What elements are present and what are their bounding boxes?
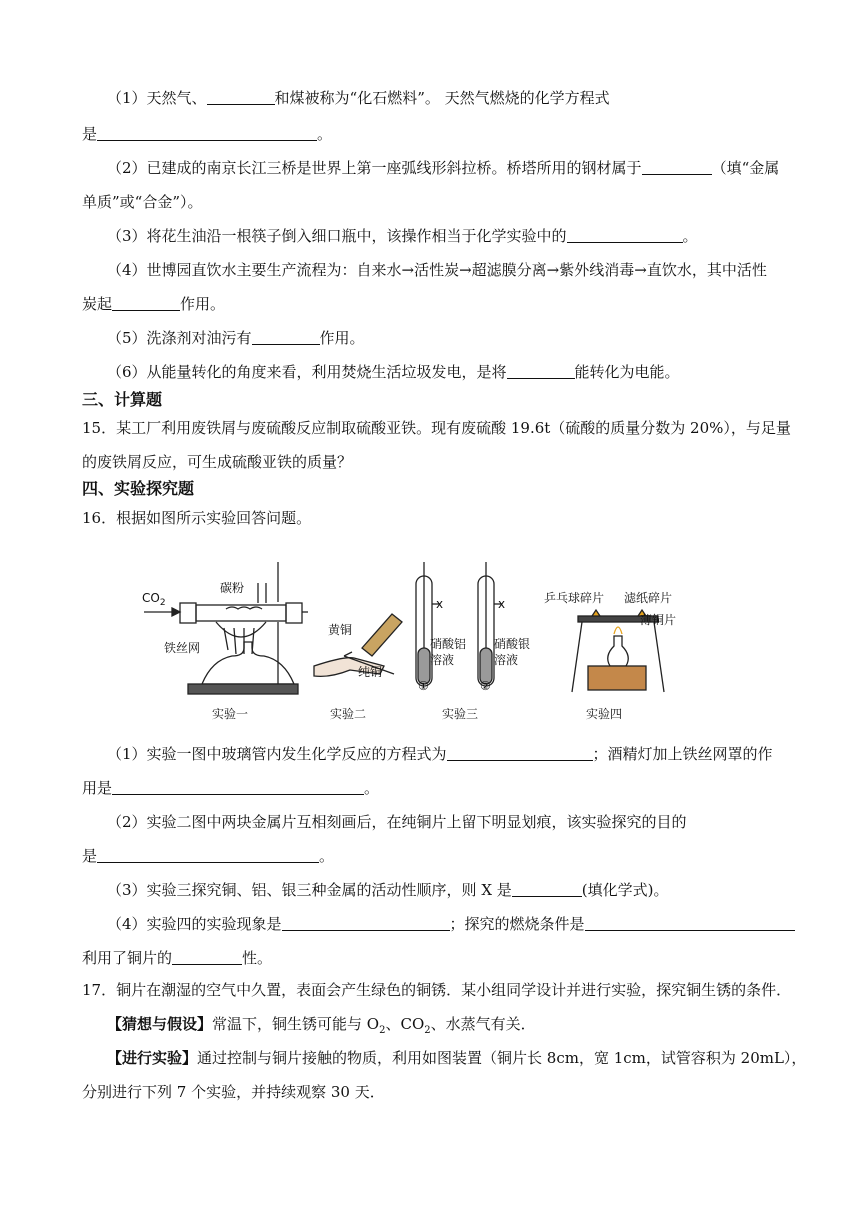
label-solution-1a: 硝酸铝 [430,637,467,651]
answer-blank[interactable] [585,915,795,931]
label-brass: 黄铜 [328,623,353,637]
answer-blank[interactable] [567,227,683,243]
caption-experiment-3: 实验三 [442,707,479,721]
label-copper-sheet: 薄铜片 [640,613,677,627]
section-heading-3: 三、计算题 [82,390,163,409]
q16-intro: 16．根据如图所示实验回答问题。 [82,509,312,527]
label-x2: x [498,597,506,611]
q14-line-9: （6）从能量转化的角度来看，利用焚烧生活垃圾发电，是将 能转化为电能。 [107,363,680,381]
stand-base [188,684,298,694]
stopper-right [286,603,302,623]
carbon-powder [226,607,262,609]
label-wire-gauze: 铁丝网 [164,641,201,655]
alcohol-lamp [202,642,294,684]
q17-line-1: 17．铜片在潮湿的空气中久置，表面会产生绿色的铜锈．某小组同学设计并进行实验，探究铜生锈的条件． [82,981,792,999]
q16-line-6: （4）实验四的实验现象是 ；探究的燃烧条件是 [107,914,795,934]
caption-experiment-1: 实验一 [212,707,249,721]
q15-line-2: 的废铁屑反应，可生成硫酸亚铁的质量？ [82,453,353,471]
wood-block [588,666,646,690]
label-tube-1: ① [418,679,429,693]
q16-line-3: （2）实验二图中两块金属片互相刻画后，在纯铜片上留下明显划痕，该实验探究的目的 [107,813,687,831]
brass-plate [362,614,402,656]
label-filter-paper: 滤纸碎片 [624,591,673,605]
section-heading-4: 四、实验探究题 [82,479,195,498]
svg-text:CO2: $CO_2$ [142,591,166,608]
q16-line-7: 利用了铜片的 性。 [82,949,273,967]
lamp-4 [608,636,629,666]
answer-blank[interactable] [97,125,317,141]
q14-line-4: 单质”或“合金”）。 [82,193,203,211]
stopper-left [180,603,196,623]
label-tube-2: ② [480,679,491,693]
outlet-tube [258,583,266,603]
answer-blank[interactable] [112,779,364,795]
q14-line-1: （1）天然气、 和煤被称为“化石燃料”。 天然气燃烧的化学方程式 [107,89,610,107]
pingpong-fragment [592,610,600,616]
q14-line-8: （5）洗涤剂对油污有 作用。 [107,329,365,347]
q16-line-2: 用是 。 [82,779,380,797]
answer-blank[interactable] [507,363,575,379]
q14-line-6: （4）世博园直饮水主要生产流程为：自来水→活性炭→超滤膜分离→紫外线消毒→直饮水，其中活性 [107,261,767,279]
answer-blank[interactable] [642,159,712,175]
q15-line-1: 15．某工厂利用废铁屑与废硫酸反应制取硫酸亚铁。现有废硫酸 19.6t（硫酸的质量分数为 20%），与足量 [82,419,791,437]
answer-blank[interactable] [282,915,450,931]
label-pingpong: 乒乓球碎片 [544,591,605,605]
label-copper: 纯铜 [358,665,383,679]
label-solution-2a: 硝酸银 [494,637,531,651]
flame [614,627,622,634]
caption-experiment-4: 实验四 [586,707,623,721]
label-solution-2b: 溶液 [494,653,519,667]
label-x1: x [436,597,444,611]
caption-experiment-2: 实验二 [330,707,367,721]
answer-blank[interactable] [112,295,180,311]
q14-line-3: （2）已建成的南京长江三桥是世界上第一座弧线形斜拉桥。桥塔所用的钢材属于 （填“金属 [107,159,780,177]
arrow-head [172,608,180,616]
label-carbon-powder: 碳粉 [220,581,245,595]
answer-blank[interactable] [97,847,319,863]
q17-line-2: 【猜想与假设】常温下，铜生锈可能与 $O_2$、$CO_2$、水蒸气有关． [107,1015,536,1036]
q16-line-5: （3）实验三探究铜、铝、银三种金属的活动性顺序，则 X 是 (填化学式)。 [107,881,669,899]
answer-blank[interactable] [172,949,242,965]
q14-line-2: 是 。 [82,125,333,143]
wire-gauze [216,622,266,637]
answer-blank[interactable] [512,881,582,897]
answer-blank[interactable] [207,89,275,105]
q14-line-7: 炭起 作用。 [82,295,226,313]
q17-line-3: 【进行实验】通过控制与铜片接触的物质，利用如图装置（铜片长 8cm，宽 1cm，试管容积为 20mL）， [107,1049,807,1067]
q16-line-4: 是 。 [82,847,335,865]
answer-blank[interactable] [447,745,593,761]
experiment-figure [130,556,690,726]
q17-line-4: 分别进行下列 7 个实验，并持续观察 30 天． [82,1083,385,1101]
answer-blank[interactable] [252,329,320,345]
label-solution-1b: 溶液 [430,653,455,667]
q16-line-1: （1）实验一图中玻璃管内发生化学反应的方程式为 ；酒精灯加上铁丝网罩的作 [107,745,773,763]
q14-line-5: （3）将花生油沿一根筷子倒入细口瓶中，该操作相当于化学实验中的 。 [107,227,698,245]
